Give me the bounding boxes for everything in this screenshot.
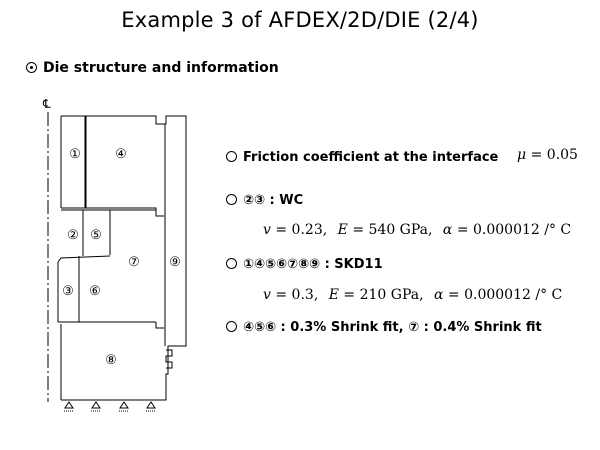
item-friction <box>226 150 498 165</box>
label-6: ⑥ <box>89 284 101 299</box>
label-7: ⑦ <box>128 255 140 270</box>
item-wc <box>226 193 303 208</box>
item-shrink-fit <box>226 320 542 335</box>
item-skd11 <box>226 257 383 272</box>
label-5: ⑤ <box>90 228 102 243</box>
skd11-properties: v = 0.3, E = 210 GPa, α = 0.000012 /° C <box>263 287 563 303</box>
wc-alpha: = 0.000012 /° C <box>456 222 572 238</box>
friction-formula <box>517 147 578 163</box>
label-3: ③ <box>62 284 74 299</box>
section-heading-text: Die structure and information <box>43 60 279 76</box>
label-2: ② <box>67 228 79 243</box>
circle-bullet-icon <box>226 194 237 205</box>
circle-bullet-icon <box>226 321 237 332</box>
label-4: ④ <box>115 147 127 162</box>
centerline-symbol: ℄ <box>43 97 51 111</box>
skd11-alpha: = 0.000012 /° C <box>447 287 563 303</box>
wc-e: = 540 GPa, <box>352 222 433 238</box>
item-wc-text: ②③ : WC <box>243 193 304 208</box>
item-shrink-fit-text: ④⑤⑥ : 0.3% Shrink fit, ⑦ : 0.4% Shrink fit <box>243 320 542 335</box>
skd11-e: = 210 GPa, <box>343 287 424 303</box>
item-friction-text: Friction coefficient at the interface <box>243 150 499 165</box>
page-title: Example 3 of AFDEX/2D/DIE (2/4) <box>121 8 479 32</box>
label-8: ⑧ <box>105 353 117 368</box>
circle-bullet-icon <box>226 258 237 269</box>
circle-bullet-icon <box>226 151 237 162</box>
label-9: ⑨ <box>169 255 181 270</box>
wc-properties: v = 0.23, E = 540 GPa, α = 0.000012 /° C <box>263 222 572 238</box>
mu-symbol: μ <box>517 147 527 163</box>
item-skd11-text: ①④⑤⑥⑦⑧⑨ : SKD11 <box>243 257 383 272</box>
wc-v: = 0.23, <box>275 222 328 238</box>
skd11-v: = 0.3, <box>275 287 319 303</box>
mu-value: = 0.05 <box>530 147 578 163</box>
label-1: ① <box>69 147 81 162</box>
